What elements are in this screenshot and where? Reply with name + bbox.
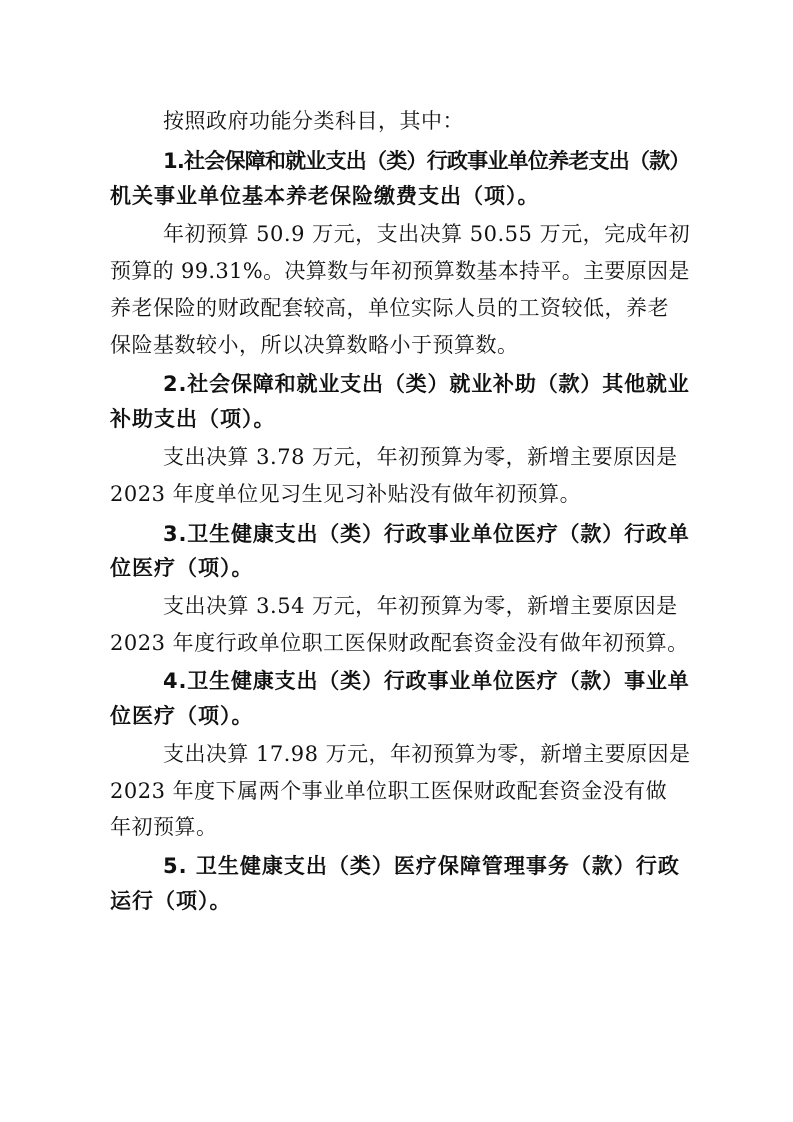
section-1-body-line-1: 年初预算 50.9 万元，支出决算 50.55 万元，完成年初 — [163, 222, 691, 246]
section-5-heading-line-2: 运行（项）。 — [110, 889, 232, 913]
section-4-heading-line-2: 位医疗（项）。 — [110, 704, 254, 728]
section-1-body-line-2: 预算的 99.31%。决算数与年初预算数基本持平。主要原因是 — [110, 259, 690, 283]
section-4-body-line-3: 年初预算。 — [110, 815, 218, 839]
intro-text: 按照政府功能分类科目，其中： — [163, 109, 464, 133]
section-1-heading-line-1: 1.社会保障和就业支出（类）行政事业单位养老支出（款） — [163, 149, 690, 173]
section-1-body-line-4: 保险基数较小，所以决算数略小于预算数。 — [110, 333, 519, 357]
section-3-heading-line-2: 位医疗（项）。 — [110, 556, 254, 580]
section-4-heading-line-1: 4.卫生健康支出（类）行政事业单位医疗（款）事业单 — [163, 669, 690, 693]
section-4-body-line-2: 2023 年度下属两个事业单位职工医保财政配套资金没有做 — [110, 779, 668, 803]
section-2-heading-line-2: 补助支出（项）。 — [110, 407, 276, 431]
section-3-body-line-1: 支出决算 3.54 万元，年初预算为零，新增主要原因是 — [163, 594, 678, 618]
section-3-heading-line-1: 3.卫生健康支出（类）行政事业单位医疗（款）行政单 — [163, 522, 690, 546]
section-2-body-line-2: 2023 年度单位见习生见习补贴没有做年初预算。 — [110, 482, 582, 506]
section-4-body-line-1: 支出决算 17.98 万元，年初预算为零，新增主要原因是 — [163, 742, 691, 766]
section-1-body-line-3: 养老保险的财政配套较高，单位实际人员的工资较低，养老 — [110, 296, 669, 320]
section-2-body-line-1: 支出决算 3.78 万元，年初预算为零，新增主要原因是 — [163, 445, 678, 469]
section-5-heading-line-1: 5. 卫生健康支出（类）医疗保障管理事务（款）行政 — [163, 854, 680, 878]
section-1-heading-line-2: 机关事业单位基本养老保险缴费支出（项）。 — [110, 184, 540, 208]
section-3-body-line-2: 2023 年度行政单位职工医保财政配套资金没有做年初预算。 — [110, 631, 689, 655]
section-2-heading-line-1: 2.社会保障和就业支出（类）就业补助（款）其他就业 — [163, 372, 690, 396]
